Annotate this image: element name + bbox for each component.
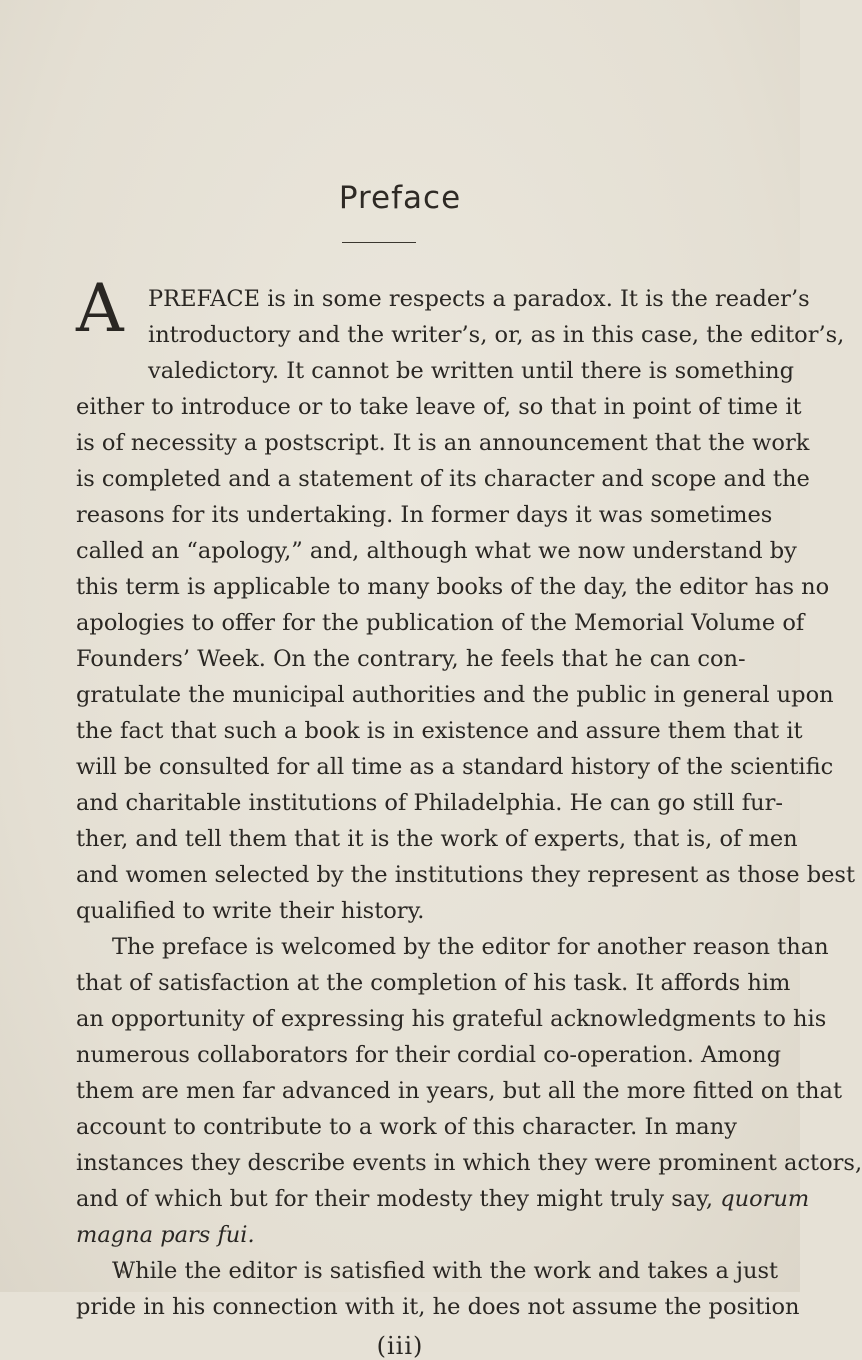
text-line: ther, and tell them that it is the work of experts, that is, of men [76,826,798,852]
text-line: account to contribute to a work of this character. In many [76,1114,737,1140]
text-line: Founders’ Week. On the contrary, he feels that he can con- [76,646,746,672]
text-line: PREFACE is in some respects a paradox. It is the reader’s [148,286,810,312]
italic-text: quorum [720,1186,810,1212]
text-line: The preface is welcomed by the editor for another reason than [112,934,829,960]
text-line: While the editor is satisfied with the work and takes a just [112,1258,779,1284]
text-line: is completed and a statement of its character and scope and the [76,466,810,492]
drop-cap: A [76,270,124,347]
text-line: an opportunity of expressing his grateful acknowledgments to his [76,1006,827,1032]
text-line: magna pars fui. [76,1222,255,1248]
text-line: gratulate the municipal authorities and the public in general upon [76,682,834,708]
text-line: numerous collaborators for their cordial co-operation. Among [76,1042,782,1068]
text-line [76,1184,810,1214]
text-line: this term is applicable to many books of the day, the editor has no [76,574,830,600]
text-line: called an “apology,” and, although what we now understand by [76,538,797,564]
page-number: (iii) [376,1332,424,1360]
title-rule [342,242,416,243]
text-line: the fact that such a book is in existence and assure them that it [76,718,803,744]
text-line: and women selected by the institutions they represent as those best [76,862,856,888]
text-line: will be consulted for all time as a standard history of the scientific [76,754,834,780]
text-line: and charitable institutions of Philadelphia. He can go still fur- [76,790,783,816]
text-line: instances they describe events in which they were prominent actors, [76,1150,862,1176]
text-line: valedictory. It cannot be written until there is something [148,358,795,384]
text-line: qualified to write their history. [76,898,425,924]
text-line: that of satisfaction at the completion of his task. It affords him [76,970,791,996]
text-line: is of necessity a postscript. It is an announcement that the work [76,430,810,456]
text-line: apologies to offer for the publication of the Memorial Volume of [76,610,805,636]
text-span: and of which but for their modesty they might truly say, [76,1186,721,1212]
text-line: reasons for its undertaking. In former days it was sometimes [76,502,773,528]
text-line: pride in his connection with it, he does not assume the position [76,1294,800,1320]
page-title: Preface [338,180,462,216]
text-line: them are men far advanced in years, but all the more fitted on that [76,1078,842,1104]
text-line: either to introduce or to take leave of, so that in point of time it [76,394,802,420]
text-line: introductory and the writer’s, or, as in this case, the editor’s, [148,322,845,348]
